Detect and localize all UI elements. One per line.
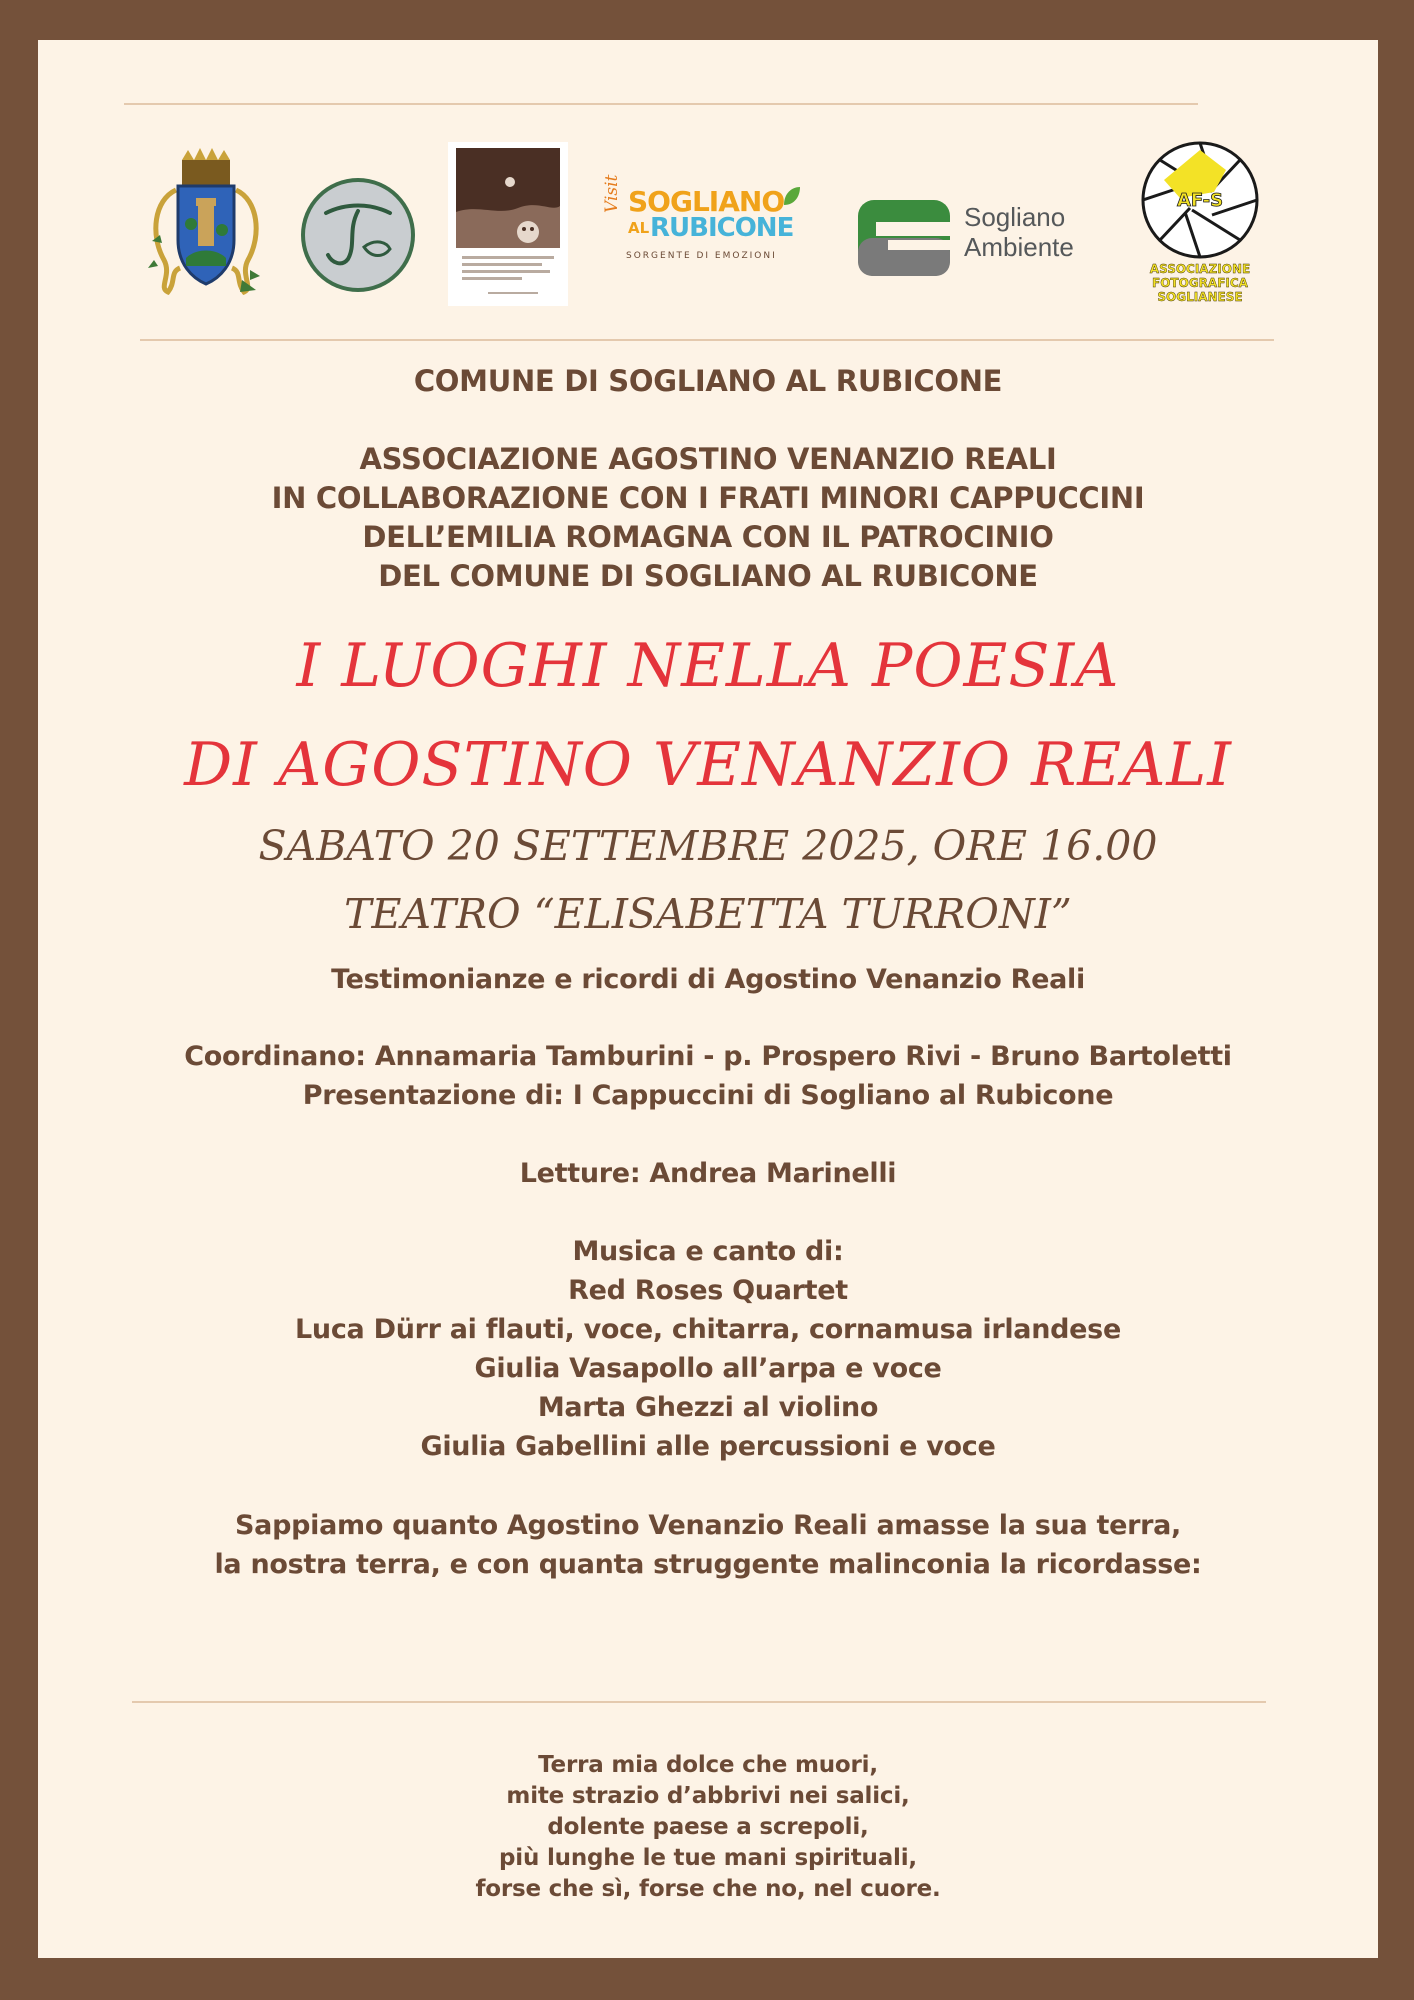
coat-of-arms-logo (146, 140, 266, 300)
event-date: SABATO 20 SETTEMBRE 2025, ORE 16.00 (258, 822, 1158, 870)
ambiente-line1: Sogliano (964, 202, 1066, 232)
sogliano-label: SOGLIANO (628, 185, 785, 218)
afs-logo (1138, 140, 1268, 310)
association-line-1: ASSOCIAZIONE AGOSTINO VENANZIO REALI (359, 442, 1057, 476)
musica-block (38, 1232, 1378, 1466)
association-line-3: DELL’EMILIA ROMAGNA CON IL PATROCINIO (362, 520, 1054, 554)
sogliano-ambiente-logo (858, 200, 1088, 280)
logo-row (128, 140, 1288, 360)
event-title-line-2: DI AGOSTINO VENANZIO REALI (184, 730, 1232, 800)
event-venue: TEATRO “ELISABETTA TURRONI” (344, 890, 1072, 938)
comune-heading: COMUNE DI SOGLIANO AL RUBICONE (413, 364, 1003, 398)
logo-divider (140, 339, 1274, 341)
intro-line-2: la nostra terra, e con quanta struggente malinconia la ricordasse: (214, 1549, 1202, 1580)
afs-line-1: ASSOCIAZIONE (1149, 262, 1251, 276)
poem-line-5: forse che sì, forse che no, nel cuore. (475, 1876, 941, 1902)
musica-line-6: Giulia Gabellini alle percussioni e voce (420, 1431, 996, 1462)
association-block (38, 440, 1378, 596)
musica-line-5: Marta Ghezzi al violino (537, 1392, 879, 1423)
musica-line-2: Red Roses Quartet (568, 1275, 848, 1306)
musica-line-1: Musica e canto di: (572, 1236, 844, 1267)
aperture-icon (1140, 140, 1260, 260)
poem-line-3: dolente paese a screpoli, (547, 1814, 869, 1840)
afs-line-2: FOTOGRAFICA (1152, 276, 1248, 290)
ambiente-mark-icon (858, 200, 950, 276)
association-line-2: IN COLLABORAZIONE CON I FRATI MINORI CAPPUCCINI (271, 481, 1145, 515)
intro-block (38, 1506, 1378, 1584)
testimonianze-text: Testimonianze e ricordi di Agostino Venanzio Reali (331, 964, 1085, 995)
poem-line-4: più lunghe le tue mani spirituali, (499, 1845, 917, 1871)
association-line-4: DEL COMUNE DI SOGLIANO AL RUBICONE (378, 559, 1038, 593)
poem-block (38, 1750, 1378, 1905)
leaf-icon (782, 185, 802, 207)
owl-book-cover-logo (448, 142, 568, 306)
presentazione-text: Presentazione di: I Cappuccini di Sogliano al Rubicone (302, 1080, 1114, 1111)
event-title-line-1: I LUOGHI NELLA POESIA (296, 631, 1120, 701)
ambiente-line2: Ambiente (964, 232, 1074, 262)
top-divider (124, 103, 1198, 105)
credits-block (38, 1037, 1378, 1115)
intro-line-1: Sappiamo quanto Agostino Venanzio Reali amasse la sua terra, (235, 1510, 1181, 1541)
poem-divider (132, 1701, 1266, 1703)
afs-badge: AF-S (1176, 190, 1224, 211)
coordinano-text: Coordinano: Annamaria Tamburini - p. Prospero Rivi - Bruno Bartoletti (184, 1041, 1232, 1072)
rubicone-label: RUBICONE (650, 213, 794, 243)
poem-line-2: mite strazio d’abbrivi nei salici, (506, 1783, 910, 1809)
letture-text: Letture: Andrea Marinelli (519, 1158, 897, 1189)
sogliano-tagline: SORGENTE DI EMOZIONI (626, 251, 777, 261)
visit-sogliano-logo (602, 174, 806, 275)
al-label: AL (628, 219, 650, 237)
musica-line-4: Giulia Vasapollo all’arpa e voce (474, 1353, 942, 1384)
poster (38, 40, 1378, 1958)
afs-line-3: SOGLIANESE (1157, 290, 1243, 304)
association-emblem-logo (298, 175, 418, 295)
afs-text (1138, 262, 1262, 304)
musica-line-3: Luca Dürr ai flauti, voce, chitarra, cornamusa irlandese (295, 1314, 1121, 1345)
visit-label: Visit (602, 174, 622, 213)
poem-line-1: Terra mia dolce che muori, (538, 1752, 878, 1778)
